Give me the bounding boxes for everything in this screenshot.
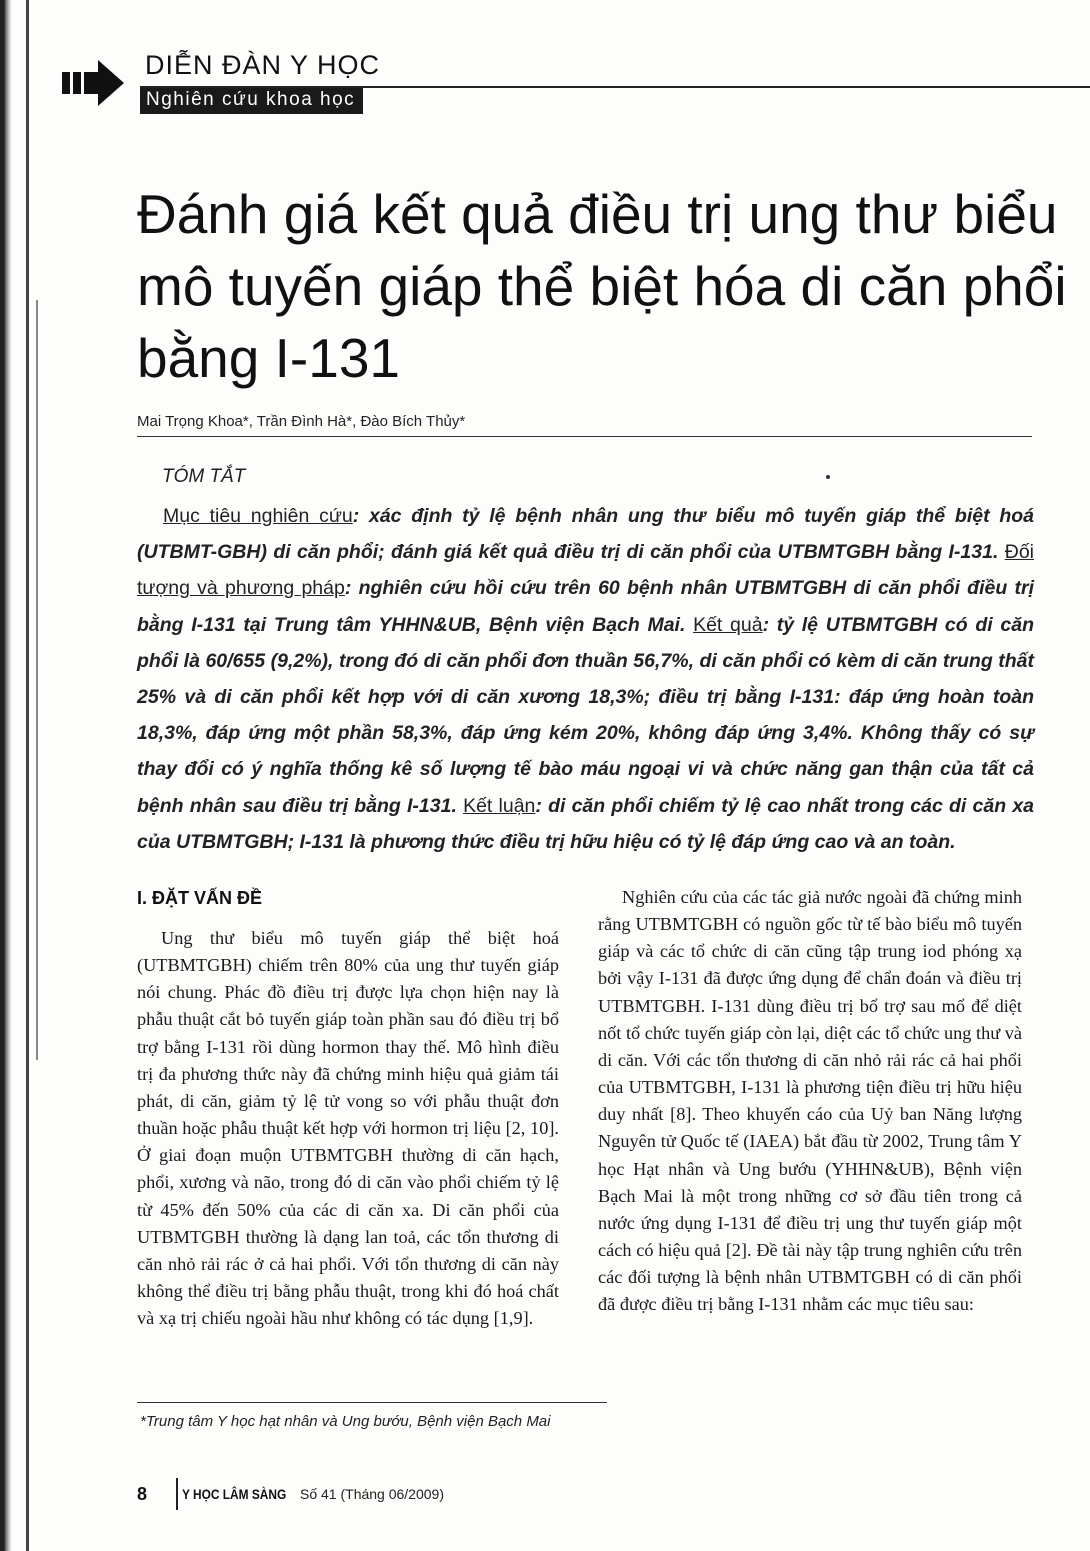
intro-left-column: Ung thư biểu mô tuyến giáp thể biệt hoá (UTBMTGBH) chiếm trên 80% của ung thư tuyến giáp nói chung. Phác đồ điều trị được lựa chọn hiện nay là phẫu thuật cắt bỏ tuyến giáp toàn phần sau đó điều trị bổ trợ bằng I-131 rồi dùng hormon thay thế. Mô hình điều trị đa phương thức này đã chứng minh hiệu quả giảm tái phát, di căn, giảm tỷ lệ tử vong so với phẫu thuật đơn thuần hoặc phẫu thuật kết hợp với hormon trị liệu [2, 10]. Ở giai đoạn muộn UTBMTGBH thường di căn hạch, phổi, xương và não, trong đó di căn vào phổi chiếm tỷ lệ từ 45% đến 50% của các di căn xa. Di căn phổi của UTBMTGBH thường là dạng lan toả, các tổn thương di căn nhỏ rải rác ở cả hai phổi. Với tổn thương di căn này không thể điều trị bằng phẫu thuật, trong khi đó hoá chất và xạ trị chiếu ngoài hầu như không có tác dụng [1,9].: [137, 928, 559, 1329]
issue-info: Số 41 (Tháng 06/2009): [300, 1486, 444, 1502]
intro-right-column: Nghiên cứu của các tác giả nước ngoài đã chứng minh rằng UTBMTGBH có nguồn gốc từ tế bào biểu mô tuyến giáp và các tổ chức di căn cũng tập trung iod phóng xạ bởi vậy I-131 đã được ứng dụng để chẩn đoán và điều trị UTBMTGBH. I-131 dùng điều trị bổ trợ sau mổ để diệt nốt tổ chức tuyến giáp còn lại, diệt các tổ chức ung thư và di căn. Với các tổn thương di căn nhỏ rải rác cả hai phổi của UTBMTGBH, I-131 là phương tiện điều trị hữu hiệu duy nhất [8]. Theo khuyến cáo của Uỷ ban Năng lượng Nguyên tử Quốc tế (IAEA) bắt đầu từ 2002, Trung tâm Y học Hạt nhân và Ung bướu (YHHN&UB), Bệnh viện Bạch Mai là một trong những cơ sở đầu tiên trong cả nước ứng dụng I-131 để điều trị ung thư tuyến giáp một cách có hiệu quả [2]. Đề tài này tập trung nghiên cứu trên các đối tượng là bệnh nhân UTBMTGBH có di căn phổi đã được điều trị bằng I-131 nhằm các mục tiêu sau:: [598, 887, 1022, 1315]
authors-rule: [137, 436, 1032, 437]
scan-edge-line-2: [36, 300, 38, 1060]
stray-dot: [826, 475, 830, 479]
methods-label: Đối tượng và phương pháp: [137, 541, 1034, 600]
results-label: Kết quả: [693, 613, 763, 636]
section-subtitle: Nghiên cứu khoa học: [140, 88, 363, 114]
objective-label: Mục tiêu nghiên cứu: [163, 505, 353, 527]
footnote-rule: [137, 1402, 607, 1403]
page-number: 8: [137, 1484, 148, 1504]
scan-edge-left: [0, 0, 12, 1551]
arrow-right-icon: [62, 60, 124, 106]
conclusion-label: Kết luận: [463, 794, 536, 817]
journal-name: Y HỌC LÂM SÀNG: [182, 1486, 287, 1502]
results-text: : tỷ lệ UTBMTGBH có di căn phổi là 60/655 (9,2%), trong đó di căn phổi đơn thuần 56,7%, di căn phổi có kèm di căn trung thất 25% và di căn phổi kết hợp với di căn xương 18,3%; điều trị bằng I-131: đáp ứng hoàn toàn 18,3%, đáp ứng một phần 58,3%, đáp ứng kém 20%, không đáp ứng 3,4%. Không thấy có sự thay đổi có ý nghĩa thống kê số lượng tế bào máu ngoại vi và chức năng gan thận của tất cả bệnh nhân sau điều trị bằng I-131.: [137, 613, 1034, 817]
abstract-heading: TÓM TẮT: [162, 466, 246, 487]
scan-edge-line: [26, 0, 29, 1551]
footnote: *Trung tâm Y học hạt nhân và Ung bướu, Bệnh viện Bạch Mai: [140, 1413, 551, 1430]
footer-divider: [176, 1478, 178, 1510]
methods-text: : nghiên cứu hồi cứu trên 60 bệnh nhân UTBMTGBH di căn phổi điều trị bằng I-131 tại Trung tâm YHHN&UB, Bệnh viện Bạch Mai.: [137, 577, 1034, 636]
section-title: DIỄN ĐÀN Y HỌC: [145, 50, 381, 80]
abstract-body: [137, 498, 1034, 860]
conclusion-text: : di căn phổi chiếm tỷ lệ cao nhất trong các di căn xa của UTBMTGBH; I-131 là phương thức điều trị hữu hiệu có tỷ lệ đáp ứng cao và an toàn.: [137, 794, 1035, 853]
intro-heading: I. ĐẶT VẤN ĐỀ: [137, 888, 263, 908]
article-title: Đánh giá kết quả điều trị ung thư biểu mô tuyến giáp thể biệt hóa di căn phổi bằng I-131: [137, 183, 1067, 389]
authors: Mai Trọng Khoa*, Trần Đình Hà*, Đào Bích Thủy*: [137, 413, 466, 430]
objective-text: : xác định tỷ lệ bệnh nhân ung thư biểu mô tuyến giáp thể biệt hoá (UTBMT-GBH) di căn phổi; đánh giá kết quả điều trị di căn phổi của UTBMTGBH bằng I-131.: [137, 505, 1034, 564]
